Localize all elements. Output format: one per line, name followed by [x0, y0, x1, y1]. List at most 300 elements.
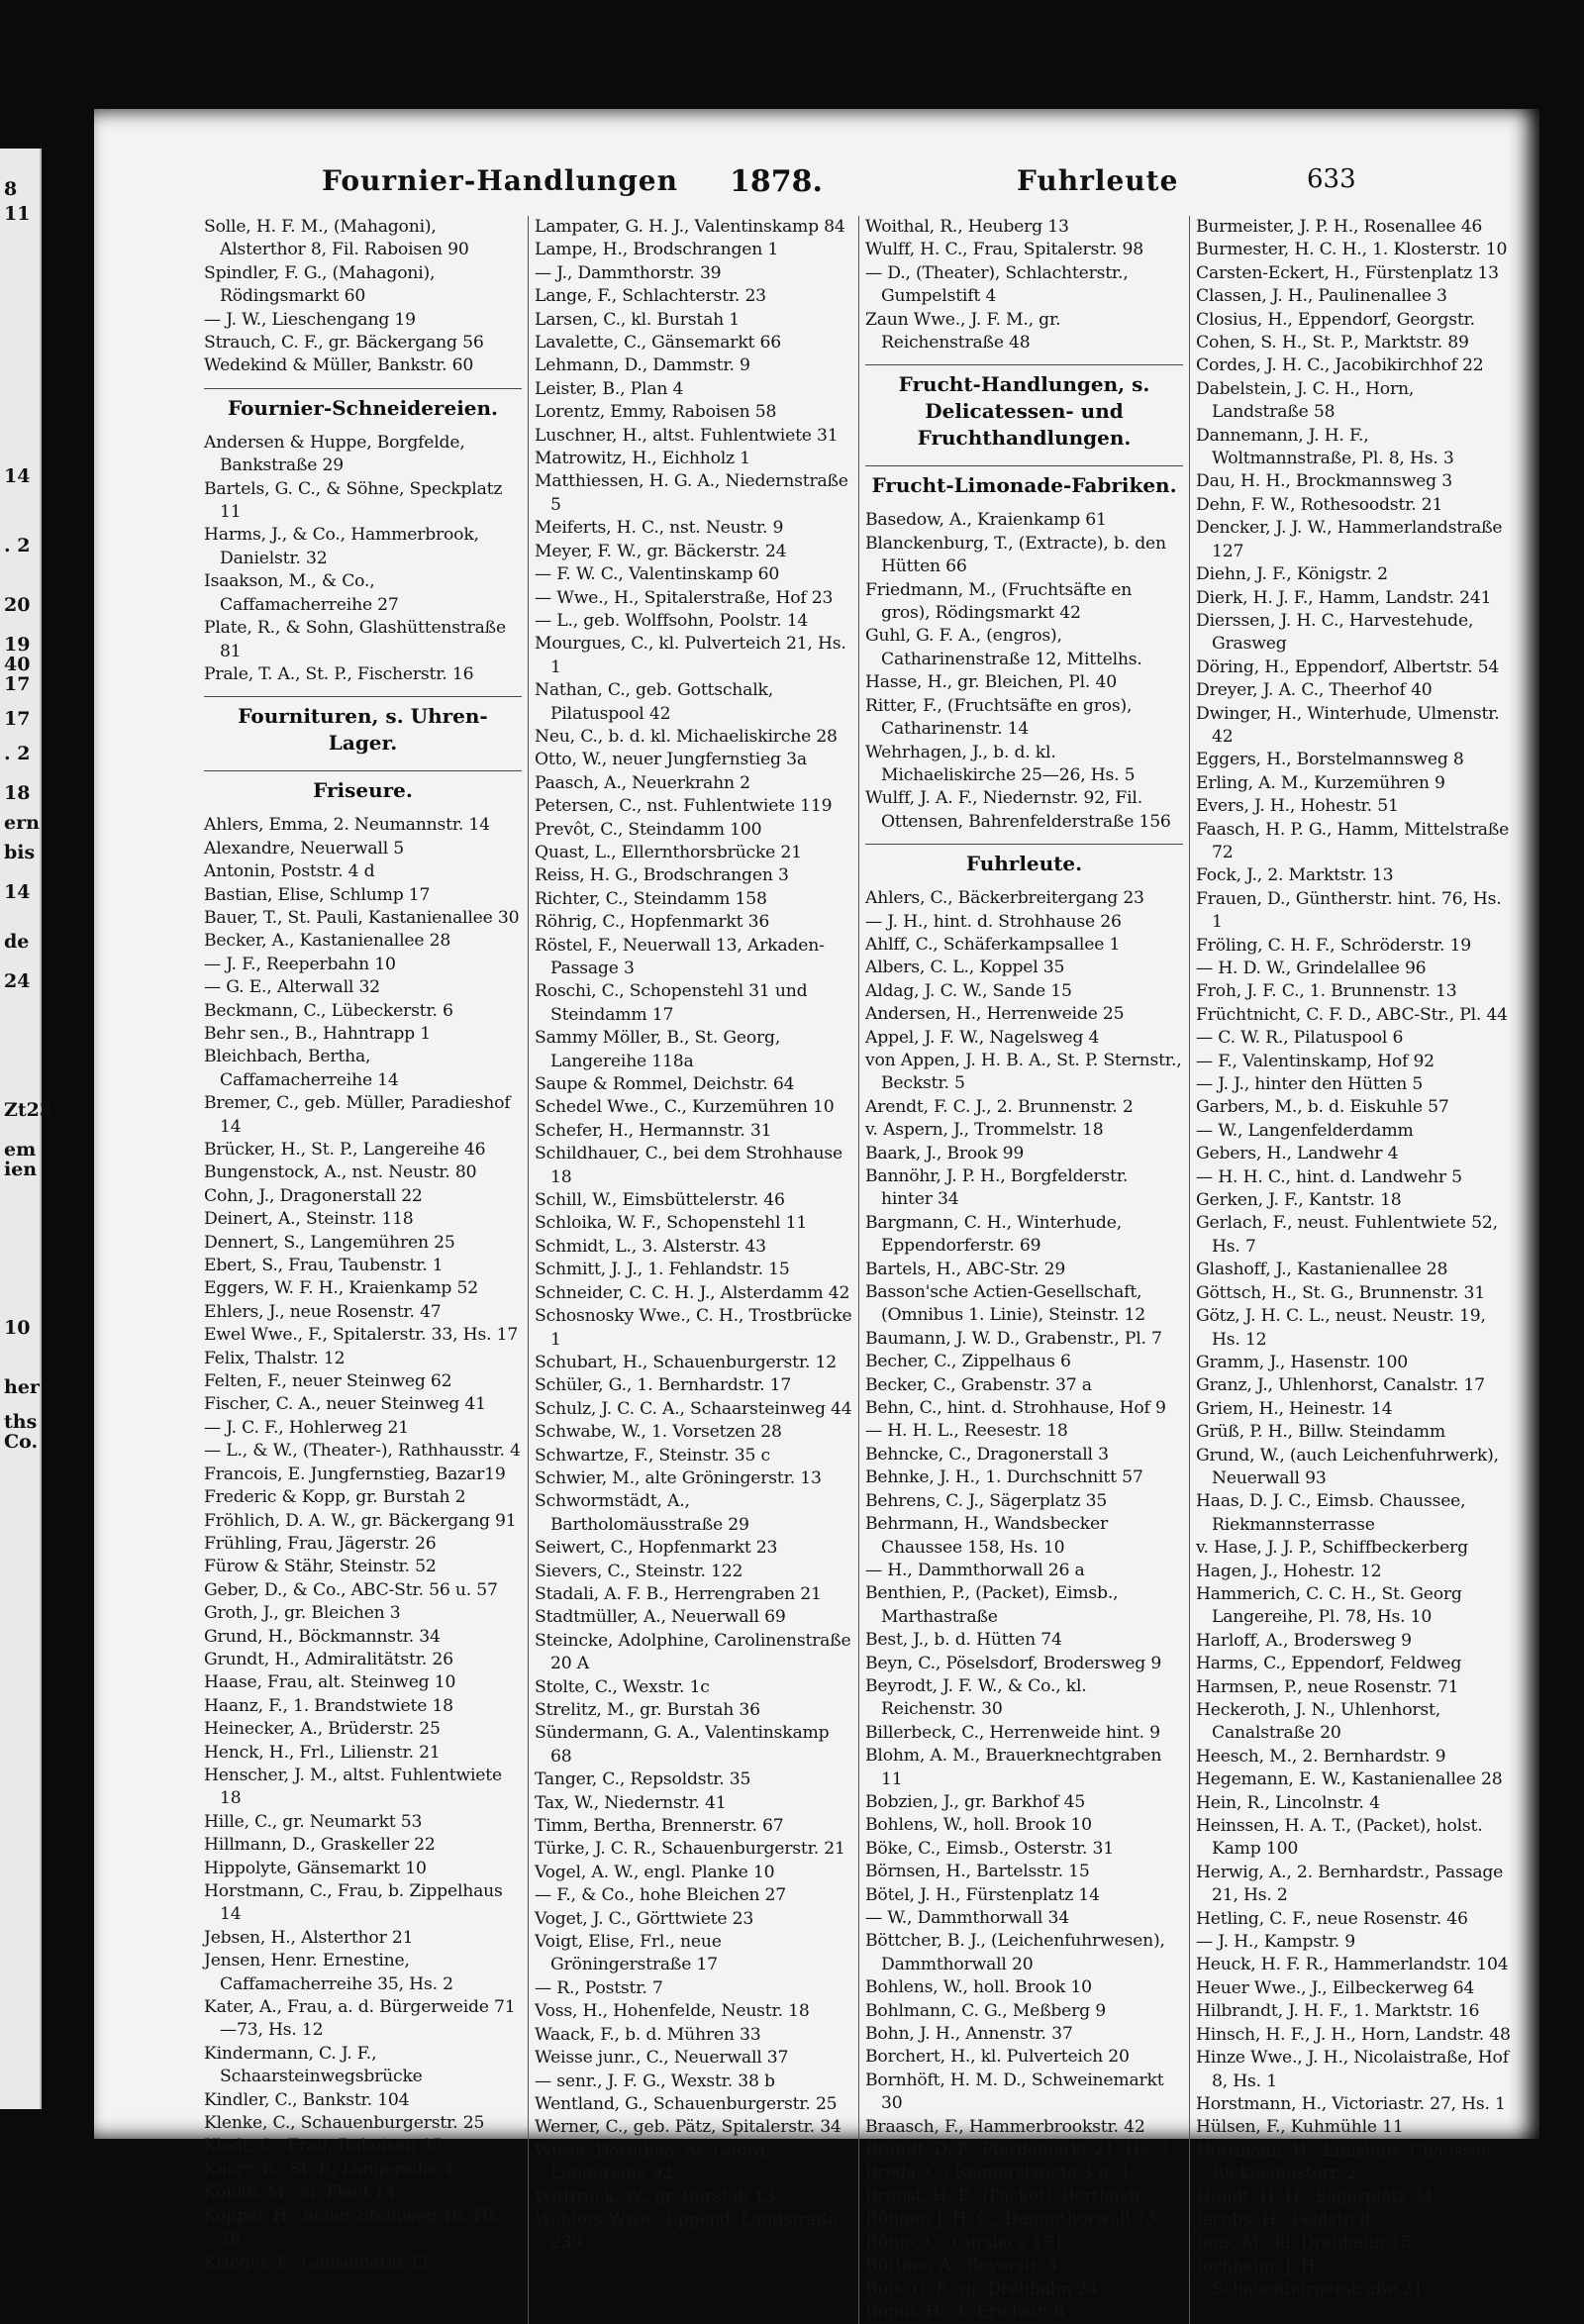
- directory-entry: Behnke, J. H., 1. Durchschnitt 57: [865, 1467, 1143, 1488]
- directory-entry: Ebert, S., Frau, Taubenstr. 1: [204, 1256, 444, 1276]
- directory-entry: Dabelstein, J. C. H., Horn, Landstraße 58: [1196, 378, 1415, 423]
- directory-entry: Weisse junr., C., Neuerwall 37: [535, 2048, 789, 2069]
- directory-entry: — G. E., Alterwall 32: [204, 977, 380, 998]
- directory-entry: Werner, C., geb. Pätz, Spitalerstr. 34: [535, 2117, 842, 2138]
- directory-entry: Hinze Wwe., J. H., Nicolaistraße, Hof 8, Hs. 1: [1196, 2048, 1509, 2091]
- directory-entry: Bartels, G. C., & Söhne, Speckplatz 11: [204, 478, 503, 523]
- fragment-text: ths: [4, 1411, 38, 1433]
- fragment-text: 24: [4, 970, 31, 992]
- directory-entry: v. Aspern, J., Trommelstr. 18: [865, 1120, 1104, 1141]
- directory-entry: Schmidt, L., 3. Alsterstr. 43: [535, 1236, 766, 1257]
- directory-entry: Braasch, F., Hammerbrookstr. 42: [865, 2116, 1145, 2137]
- page-header: [94, 158, 1539, 208]
- directory-entry: Reiss, H. G., Brodschrangen 3: [535, 865, 789, 886]
- directory-entry: Billerbeck, C., Herrenweide hint. 9: [865, 1722, 1160, 1743]
- directory-entry: — R., Poststr. 7: [535, 1977, 663, 1998]
- directory-entry: Meiferts, H. C., nst. Neustr. 9: [535, 518, 784, 539]
- directory-entry: Schubart, H., Schauenburgerstr. 12: [535, 1352, 837, 1372]
- directory-entry: Hasse, H., gr. Bleichen, Pl. 40: [865, 672, 1117, 693]
- column-1: [198, 216, 529, 2324]
- directory-entry: Ehlers, J., neue Rosenstr. 47: [204, 1301, 442, 1322]
- directory-entry: Woithal, R., Heuberg 13: [865, 217, 1069, 237]
- directory-entry: Beyrodt, J. F. W., & Co., kl. Reichenstr. 30: [865, 1675, 1087, 1720]
- directory-entry: Dencker, J. J. W., Hammerlandstraße 127: [1196, 518, 1503, 561]
- directory-entry: Dierk, H. J. F., Hamm, Landstr. 241: [1196, 587, 1492, 608]
- directory-entry: — W., Langenfelderdamm: [1196, 1120, 1414, 1141]
- directory-entry: Dau, H. H., Brockmannsweg 3: [1196, 471, 1452, 492]
- directory-entry: — D., (Theater), Schlachterstr., Gumpelstift 4: [865, 262, 1129, 307]
- directory-entry: Saupe & Rommel, Deichstr. 64: [535, 1074, 795, 1095]
- directory-entry: Schill, W., Eimsbüttelerstr. 46: [535, 1190, 785, 1211]
- directory-entry: Otto, W., neuer Jungfernstieg 3a: [535, 750, 807, 770]
- directory-entry: Garbers, M., b. d. Eiskuhle 57: [1196, 1097, 1449, 1118]
- section-heading: Fuhrleute.: [865, 844, 1183, 881]
- directory-entry: Kater, A., Frau, a. d. Bürgerweide 71—73, Hs. 12: [204, 1997, 516, 2041]
- directory-entry: Dennert, S., Langemühren 25: [204, 1232, 455, 1253]
- directory-entry: Bobzien, J., gr. Barkhof 45: [865, 1791, 1086, 1812]
- directory-entry: Dannemann, J. H. F., Woltmannstraße, Pl. 8, Hs. 3: [1196, 425, 1454, 469]
- directory-entry: Bünger, J. H. C., Dammthorwall 73: [865, 2209, 1157, 2230]
- directory-entry: — J. F., Reeperbahn 10: [204, 954, 396, 974]
- header-year: 1878.: [730, 164, 823, 199]
- directory-entry: Böke, C., Eimsb., Osterstr. 31: [865, 1838, 1115, 1859]
- directory-entry: Granz, J., Uhlenhorst, Canalstr. 17: [1196, 1375, 1485, 1396]
- directory-entry: — L., geb. Wolffsohn, Poolstr. 14: [535, 610, 809, 631]
- directory-entry: Deinert, A., Steinstr. 118: [204, 1209, 414, 1230]
- directory-entry: Groth, J., gr. Bleichen 3: [204, 1603, 401, 1624]
- directory-entry: Burmester, H. C. H., 1. Klosterstr. 10: [1196, 240, 1508, 260]
- directory-entry: Röstel, F., Neuerwall 13, Arkaden-Passage 3: [535, 935, 825, 978]
- fragment-text: 11: [4, 203, 31, 225]
- directory-entry: Lange, F., Schlachterstr. 23: [535, 286, 766, 307]
- directory-entry: Gerken, J. F., Kantstr. 18: [1196, 1190, 1402, 1211]
- section-heading: Frucht-Handlungen, s. Delicatessen- und Fruchthandlungen.: [865, 364, 1183, 455]
- directory-entry: Hegemann, E. W., Kastanienallee 28: [1196, 1769, 1503, 1790]
- directory-entry: Albers, C. L., Koppel 35: [865, 958, 1065, 978]
- directory-entry: — F., Valentinskamp, Hof 92: [1196, 1051, 1435, 1071]
- directory-entry: — H., Dammthorwall 26 a: [865, 1560, 1085, 1580]
- directory-entry: Früchtnicht, C. F. D., ABC-Str., Pl. 44: [1196, 1004, 1508, 1025]
- directory-entry: Plate, R., & Sohn, Glashüttenstraße 81: [204, 618, 506, 661]
- fragment-text: ern: [4, 812, 40, 834]
- directory-entry: Schosnosky Wwe., C. H., Trostbrücke 1: [535, 1306, 852, 1350]
- directory-entry: Benthien, P., (Packet), Eimsb., Marthastraße: [865, 1583, 1119, 1627]
- directory-entry: Fock, J., 2. Marktstr. 13: [1196, 865, 1394, 886]
- directory-entry: Knorr, R., St. P., Langereihe 4: [204, 2159, 454, 2179]
- fragment-text: 19: [4, 634, 31, 656]
- directory-entry: Wohlers Wwe., Eppend. Landstraße 239: [535, 2209, 838, 2254]
- fragment-text: . 2: [4, 535, 31, 556]
- directory-entry: Blohm, A. M., Brauerknechtgraben 11: [865, 1746, 1162, 1789]
- directory-entry: Schloika, W. F., Schopenstehl 11: [535, 1213, 808, 1234]
- directory-entry: Gramm, J., Hasenstr. 100: [1196, 1352, 1408, 1372]
- directory-entry: Haas, D. J. C., Eimsb. Chaussee, Riekmannsterrasse: [1196, 1491, 1466, 1535]
- directory-entry: Hille, C., gr. Neumarkt 53: [204, 1811, 423, 1832]
- directory-entry: Wulff, J. A. F., Niedernstr. 92, Fil. Ottensen, Bahrenfelderstraße 156: [865, 788, 1171, 832]
- directory-entry: Döring, H., Eppendorf, Albertstr. 54: [1196, 657, 1500, 677]
- directory-entry: Seiwert, C., Hopfenmarkt 23: [535, 1538, 778, 1559]
- directory-entry: Cordes, J. H. C., Jacobikirchhof 22: [1196, 355, 1484, 376]
- directory-entry: Ritter, F., (Fruchtsäfte en gros), Catharinenstr. 14: [865, 695, 1133, 740]
- directory-entry: Büttner, A., Beyerstr. 4: [865, 2256, 1058, 2276]
- section-heading: Friseure.: [204, 770, 522, 808]
- directory-entry: Mourgues, C., kl. Pulverteich 21, Hs. 1: [535, 634, 846, 677]
- directory-entry: Breda, C., Reimerstwiete 3 u. 4: [865, 2163, 1131, 2183]
- directory-entry: Matthiessen, H. G. A., Niedernstraße 5: [535, 471, 848, 515]
- directory-entry: Behrens, C. J., Sägerplatz 35: [865, 1490, 1108, 1511]
- directory-entry: Frühling, Frau, Jägerstr. 26: [204, 1533, 437, 1554]
- directory-entry: Basson'sche Actien-Gesellschaft, (Omnibus 1. Linie), Steinstr. 12: [865, 1282, 1146, 1326]
- directory-entry: Brandt, D. F., Pferdemarkt 21, Hs. 3: [865, 2140, 1170, 2161]
- directory-entry: Brunst, H. F., (Packet), Berthastr.: [865, 2185, 1146, 2206]
- fragment-text: Zt23: [4, 1099, 53, 1121]
- directory-entry: — F., & Co., hohe Bleichen 27: [535, 1885, 787, 1906]
- directory-entry: Carsten-Eckert, H., Fürstenplatz 13: [1196, 262, 1499, 283]
- directory-entry: Faasch, H. P. G., Hamm, Mittelstraße 72: [1196, 819, 1510, 862]
- directory-entry: Glashoff, J., Kastanienallee 28: [1196, 1260, 1448, 1280]
- directory-entry: Isaakson, M., & Co., Caffamacherreihe 27: [204, 571, 399, 615]
- fragment-text: 40: [4, 654, 31, 675]
- directory-entry: Schildhauer, C., bei dem Strohhause 18: [535, 1144, 842, 1187]
- directory-entry: Frauen, D., Güntherstr. hint. 76, Hs. 1: [1196, 888, 1502, 933]
- directory-entry: Hippolyte, Gänsemarkt 10: [204, 1858, 427, 1878]
- directory-entry: Schedel Wwe., C., Kurzemühren 10: [535, 1097, 835, 1118]
- directory-entry: Hillmann, D., Graskeller 22: [204, 1835, 436, 1856]
- directory-entry: Bornhöft, H. M. D., Schweinemarkt 30: [865, 2070, 1164, 2114]
- directory-entry: Eggers, H., Borstelmannsweg 8: [1196, 750, 1464, 770]
- directory-entry: Kindermann, C. J. F., Schaarsteinwegsbrücke: [204, 2043, 423, 2087]
- directory-entry: Wehrhagen, J., b. d. kl. Michaeliskirche 25—26, Hs. 5: [865, 742, 1136, 785]
- directory-entry: Felix, Thalstr. 12: [204, 1348, 346, 1368]
- directory-entry: Tax, W., Niedernstr. 41: [535, 1792, 727, 1813]
- directory-entry: Vogel, A. W., engl. Planke 10: [535, 1862, 775, 1882]
- directory-entry: Henscher, J. M., altst. Fuhlentwiete 18: [204, 1765, 502, 1809]
- directory-entry: Larsen, C., kl. Burstah 1: [535, 309, 740, 330]
- directory-entry: Harms, C., Eppendorf, Feldweg: [1196, 1654, 1462, 1674]
- directory-entry: Borchert, H., kl. Pulverteich 20: [865, 2047, 1130, 2068]
- directory-entry: Fischer, C. A., neuer Steinweg 41: [204, 1394, 486, 1415]
- directory-entry: Fröhlich, D. A. W., gr. Bäckergang 91: [204, 1510, 517, 1531]
- directory-entry: Hammerich, C. C. H., St. Georg Langereihe, Pl. 78, Hs. 10: [1196, 1583, 1462, 1628]
- directory-entry: Appel, J. F. W., Nagelsweg 4: [865, 1027, 1100, 1048]
- directory-entry: Ahlers, C., Bäckerbreitergang 23: [865, 888, 1144, 909]
- directory-entry: Behr sen., B., Hahntrapp 1: [204, 1023, 431, 1044]
- directory-entry: Hein, R., Lincolnstr. 4: [1196, 1792, 1380, 1813]
- directory-entry: Dierssen, J. H. C., Harvestehude, Grasweg: [1196, 610, 1474, 655]
- directory-entry: Tanger, C., Repsoldstr. 35: [535, 1769, 751, 1790]
- directory-entry: Antonin, Poststr. 4 d: [204, 861, 375, 882]
- directory-entry: — L., & W., (Theater-), Rathhausstr. 4: [204, 1441, 521, 1462]
- directory-entry: Henck, H., Frl., Lilienstr. 21: [204, 1742, 441, 1763]
- directory-entry: Heckeroth, J. N., Uhlenhorst, Canalstraße 20: [1196, 1700, 1440, 1744]
- fragment-text: Co.: [4, 1431, 39, 1453]
- directory-entry: Leister, B., Plan 4: [535, 378, 684, 399]
- directory-entry: Wedekind & Müller, Bankstr. 60: [204, 355, 474, 376]
- directory-entry: Jochheim, J. H., Schauenburgerstraße 21: [1196, 2256, 1424, 2300]
- directory-entry: Schüler, G., 1. Bernhardstr. 17: [535, 1375, 792, 1396]
- directory-entry: Evers, J. H., Hohestr. 51: [1196, 796, 1399, 817]
- directory-entry: Könke, M., kl. Fleet 14: [204, 2182, 396, 2203]
- directory-entry: — C. W. R., Pilatuspool 6: [1196, 1028, 1404, 1049]
- directory-entry: — W., Dammthorwall 34: [865, 1908, 1069, 1928]
- directory-entry: Eggers, W. F. H., Kraienkamp 52: [204, 1278, 478, 1299]
- directory-entry: Heuck, H. F. R., Hammerlandstr. 104: [1196, 1955, 1509, 1975]
- directory-entry: Schneider, C. C. H. J., Alsterdamm 42: [535, 1282, 850, 1303]
- directory-entry: Cohn, J., Dragonerstall 22: [204, 1185, 423, 1206]
- directory-entry: Becker, A., Kastanienallee 28: [204, 931, 451, 952]
- directory-entry: Bungenstock, A., nst. Neustr. 80: [204, 1162, 477, 1183]
- directory-entry: Timm, Bertha, Brennerstr. 67: [535, 1816, 784, 1837]
- directory-entry: Börnsen, H., Bartelsstr. 15: [865, 1862, 1090, 1882]
- directory-entry: Bremer, C., geb. Müller, Paradieshof 14: [204, 1093, 511, 1137]
- directory-entry: Schwormstädt, A., Bartholomäusstraße 29: [535, 1491, 749, 1535]
- fragment-text: . 2: [4, 743, 31, 764]
- directory-entry: Baumann, J. W. D., Grabenstr., Pl. 7: [865, 1328, 1162, 1349]
- directory-entry: Buls, G. F., gr. Drehbahn 24: [865, 2278, 1099, 2299]
- directory-entry: Basedow, A., Kraienkamp 61: [865, 510, 1107, 531]
- directory-entry: Hinsch, H. F., J. H., Horn, Landstr. 48: [1196, 2024, 1511, 2045]
- directory-entry: Bauer, T., St. Pauli, Kastanienallee 30: [204, 907, 520, 928]
- directory-entry: Best, J., b. d. Hütten 74: [865, 1630, 1062, 1651]
- directory-entry: — J. J., hinter den Hütten 5: [1196, 1074, 1424, 1095]
- directory-entry: — F. W. C., Valentinskamp 60: [535, 564, 780, 585]
- fragment-text: ien: [4, 1159, 38, 1180]
- directory-entry: Strelitz, M., gr. Burstah 36: [535, 1700, 760, 1720]
- directory-entry: Harms, J., & Co., Hammerbrook, Danielstr. 32: [204, 525, 479, 568]
- directory-entry: Hilbrandt, J. H. F., 1. Marktstr. 16: [1196, 2001, 1480, 2022]
- directory-entry: Alexandre, Neuerwall 5: [204, 838, 405, 859]
- directory-entry: Neu, C., b. d. kl. Michaeliskirche 28: [535, 726, 838, 747]
- directory-entry: Lehmann, D., Dammstr. 9: [535, 355, 750, 376]
- directory-entry: Bohlens, W., holl. Brook 10: [865, 1815, 1092, 1836]
- directory-entry: Jebsen, H., Alsterthor 21: [204, 1927, 414, 1948]
- directory-entry: Wulff, H. C., Frau, Spitalerstr. 98: [865, 240, 1143, 260]
- directory-entry: Bartels, H., ABC-Str. 29: [865, 1259, 1066, 1279]
- directory-entry: Gebers, H., Landwehr 4: [1196, 1144, 1399, 1164]
- fragment-text: 8: [4, 178, 18, 200]
- directory-entry: — J. C. F., Hohlerweg 21: [204, 1417, 409, 1438]
- directory-entry: — J. W., Lieschengang 19: [204, 309, 416, 330]
- directory-entry: Voigt, Elise, Frl., neue Gröningerstraße 17: [535, 1932, 722, 1975]
- directory-entry: Frederic & Kopp, gr. Burstah 2: [204, 1487, 466, 1508]
- page-number: 633: [1307, 164, 1356, 194]
- directory-entry: Herwig, A., 2. Bernhardstr., Passage 21, Hs. 2: [1196, 1862, 1504, 1906]
- directory-page: [94, 109, 1539, 2322]
- directory-entry: Bohlmann, C. G., Meßberg 9: [865, 2000, 1106, 2021]
- directory-entry: Lampe, H., Brodschrangen 1: [535, 240, 779, 260]
- fragment-text: bis: [4, 842, 36, 863]
- directory-entry: Roschi, C., Schopenstehl 31 und Steindamm 17: [535, 981, 808, 1025]
- directory-entry: Lavalette, C., Gänsemarkt 66: [535, 333, 781, 354]
- directory-entry: Bastian, Elise, Schlump 17: [204, 884, 431, 905]
- directory-entry: Erling, A. M., Kurzemühren 9: [1196, 772, 1445, 793]
- directory-entry: Jens, M., kl. Drehbahn 15: [1196, 2233, 1412, 2254]
- directory-entry: Behncke, C., Dragonerstall 3: [865, 1444, 1109, 1465]
- directory-entry: Prevôt, C., Steindamm 100: [535, 819, 762, 840]
- directory-entry: Stolte, C., Wexstr. 1c: [535, 1676, 710, 1697]
- directory-entry: Krieger, F., Gänsemarkt 11: [204, 2252, 432, 2273]
- directory-entry: Horstmann, H., Victoriastr. 27, Hs. 1: [1196, 2093, 1506, 2114]
- directory-entry: Petersen, C., nst. Fuhlentwiete 119: [535, 796, 833, 817]
- directory-entry: Solle, H. F. M., (Mahagoni), Alsterthor 8, Fil. Raboisen 90: [204, 217, 469, 260]
- directory-entry: Beyn, C., Pöselsdorf, Brodersweg 9: [865, 1653, 1162, 1673]
- directory-entry: Dreyer, J. A. C., Theerhof 40: [1196, 680, 1433, 701]
- directory-entry: Andersen & Huppe, Borgfelde, Bankstraße 29: [204, 432, 465, 476]
- directory-entry: Bohn, J. H., Annenstr. 37: [865, 2024, 1073, 2045]
- directory-entry: Geber, D., & Co., ABC-Str. 56 u. 57: [204, 1579, 498, 1600]
- directory-entry: Becher, C., Zippelhaus 6: [865, 1352, 1071, 1372]
- fragment-text: 17: [4, 673, 31, 695]
- directory-entry: Beckmann, C., Lübeckerstr. 6: [204, 1000, 453, 1021]
- directory-entry: Sündermann, G. A., Valentinskamp 68: [535, 1723, 830, 1767]
- directory-entry: Spindler, F. G., (Mahagoni), Rödingsmarkt 60: [204, 262, 436, 307]
- directory-entry: Kindler, C., Bankstr. 104: [204, 2089, 410, 2110]
- directory-entry: Aldag, J. C. W., Sande 15: [865, 980, 1072, 1001]
- directory-entry: Blanckenburg, T., (Extracte), b. den Hütten 66: [865, 533, 1166, 577]
- directory-entry: von Appen, J. H. B. A., St. P. Sternstr., Beckstr. 5: [865, 1050, 1182, 1094]
- directory-entry: Nathan, C., geb. Gottschalk, Pilatuspool 42: [535, 680, 773, 724]
- directory-entry: Felten, F., neuer Steinweg 62: [204, 1371, 452, 1392]
- directory-entry: Haase, Frau, alt. Steinweg 10: [204, 1672, 456, 1693]
- fragment-text: 14: [4, 881, 31, 903]
- directory-entry: Ewel Wwe., F., Spitalerstr. 33, Hs. 17: [204, 1325, 519, 1346]
- directory-entry: Waack, F., b. d. Mühren 33: [535, 2024, 761, 2045]
- column-2: [529, 216, 859, 2324]
- directory-entry: Böttcher, B. J., (Leichenfuhrwesen), Dammthorwall 20: [865, 1931, 1165, 1974]
- directory-entry: Fürow & Stähr, Steinstr. 52: [204, 1557, 437, 1577]
- directory-entry: Baark, J., Brook 99: [865, 1143, 1025, 1163]
- directory-entry: Schefer, H., Hermannstr. 31: [535, 1120, 772, 1141]
- directory-entry: Dehn, F. W., Rothesoodstr. 21: [1196, 494, 1443, 515]
- directory-entry: Classen, J. H., Paulinenallee 3: [1196, 286, 1447, 307]
- directory-entry: Closius, H., Eppendorf, Georgstr.: [1196, 309, 1475, 330]
- adjacent-page-fragment: [0, 149, 53, 2109]
- directory-entry: Matrowitz, H., Eichholz 1: [535, 449, 750, 469]
- directory-entry: Griem, H., Heinestr. 14: [1196, 1398, 1393, 1419]
- directory-entry: Götz, J. H. C. L., neust. Neustr. 19, Hs. 12: [1196, 1306, 1486, 1350]
- directory-entry: Göttsch, H., St. G., Brunnenstr. 31: [1196, 1282, 1485, 1303]
- directory-entry: Bumb, H., 1. Erichstr. 6: [865, 2301, 1065, 2322]
- directory-entry: Hundt, H. H., Sägerplatz 34: [1196, 2186, 1434, 2207]
- directory-entry: Andersen, H., Herrenweide 25: [865, 1004, 1125, 1025]
- directory-entry: Jensen, Henr. Ernestine, Caffamacherreihe 35, Hs. 2: [204, 1951, 453, 1994]
- directory-entry: — Wwe., H., Spitalerstraße, Hof 23: [535, 587, 834, 608]
- directory-entry: Heinecker, A., Brüderstr. 25: [204, 1719, 441, 1740]
- directory-entry: — H. D. W., Grindelallee 96: [1196, 959, 1427, 978]
- directory-entry: Grund, H., Böckmannstr. 34: [204, 1626, 441, 1647]
- directory-entry: v. Hase, J. J. P., Schiffbeckerberg: [1196, 1538, 1468, 1559]
- directory-entry: Jacobs, H., Feldstr. 8: [1196, 2209, 1371, 2230]
- directory-entry: Diehn, J. F., Königstr. 2: [1196, 564, 1388, 585]
- directory-entry: Lorentz, Emmy, Raboisen 58: [535, 402, 777, 423]
- directory-entry: Haanz, F., 1. Brandstwiete 18: [204, 1695, 453, 1716]
- directory-entry: Wittfrück, W., gr. Burstah 13: [535, 2186, 776, 2207]
- directory-entry: Quast, L., Ellernthorsbrücke 21: [535, 842, 802, 862]
- directory-entry: Türke, J. C. R., Schauenburgerstr. 21: [535, 1839, 845, 1860]
- directory-entry: Arendt, F. C. J., 2. Brunnenstr. 2: [865, 1096, 1134, 1117]
- directory-entry: Strauch, C. F., gr. Bäckergang 56: [204, 333, 484, 354]
- directory-entry: Richter, C., Steindamm 158: [535, 888, 767, 909]
- directory-entry: Brücker, H., St. P., Langereihe 46: [204, 1140, 486, 1160]
- directory-entry: Prale, T. A., St. P., Fischerstr. 16: [204, 663, 474, 684]
- directory-columns: [198, 216, 1515, 2322]
- directory-entry: — H. H. L., Reesestr. 18: [865, 1421, 1068, 1442]
- directory-entry: Harloff, A., Brodersweg 9: [1196, 1630, 1412, 1651]
- section-heading: Fournituren, s. Uhren-Lager.: [204, 696, 522, 760]
- directory-entry: — senr., J. F. G., Wexstr. 38 b: [535, 2071, 775, 2091]
- directory-entry: Behrmann, H., Wandsbecker Chaussee 158, Hs. 10: [865, 1514, 1108, 1558]
- directory-entry: — J. H., Kampstr. 9: [1196, 1932, 1356, 1953]
- directory-entry: Voget, J. C., Görttwiete 23: [535, 1908, 754, 1929]
- directory-entry: — J. H., hint. d. Strohhause 26: [865, 911, 1122, 932]
- directory-entry: Wentland, G., Schauenburgerstr. 25: [535, 2093, 838, 2114]
- directory-entry: — H. H. C., hint. d. Landwehr 5: [1196, 1166, 1462, 1187]
- directory-entry: Burmeister, J. P. H., Rosenallee 46: [1196, 217, 1483, 237]
- directory-entry: Sammy Möller, B., St. Georg, Langereihe 118a: [535, 1028, 781, 1071]
- directory-entry: Dwinger, H., Winterhude, Ulmenstr. 42: [1196, 703, 1500, 747]
- section-heading: Fournier-Schneidereien.: [204, 388, 522, 426]
- directory-entry: Schwier, M., alte Gröningerstr. 13: [535, 1467, 822, 1488]
- directory-entry: Cohen, S. H., St. P., Marktstr. 89: [1196, 333, 1469, 354]
- directory-entry: Schwabe, W., 1. Vorsetzen 28: [535, 1422, 782, 1443]
- directory-entry: Bötel, J. H., Fürstenplatz 14: [865, 1884, 1100, 1905]
- directory-entry: Hüttmann, H., Eimsbütt. Chaussee, Riekmannsterr. 2: [1196, 2140, 1497, 2184]
- directory-entry: Klodt, C., Frau, Raboisen 35: [204, 2136, 444, 2157]
- fragment-text: 10: [4, 1317, 31, 1339]
- directory-entry: Becker, C., Grabenstr. 37 a: [865, 1374, 1092, 1395]
- directory-entry: Friedmann, M., (Fruchtsäfte en gros), Rödingsmarkt 42: [865, 579, 1133, 624]
- directory-entry: Hülsen, F., Kuhmühle 11: [1196, 2117, 1404, 2138]
- directory-entry: Harmsen, P., neue Rosenstr. 71: [1196, 1676, 1459, 1697]
- header-right-title: Fuhrleute: [1017, 164, 1179, 197]
- directory-entry: Klenke, C., Schauenburgerstr. 25: [204, 2113, 485, 2134]
- directory-entry: Röhrig, C., Hopfenmarkt 36: [535, 912, 770, 933]
- directory-entry: Stadali, A. F. B., Herrengraben 21: [535, 1583, 822, 1604]
- directory-entry: Heinssen, H. A. T., (Packet), holst. Kamp 100: [1196, 1816, 1483, 1860]
- fragment-text: de: [4, 931, 30, 953]
- directory-entry: Bargmann, C. H., Winterhude, Eppendorferstr. 69: [865, 1212, 1122, 1257]
- fragment-text: 17: [4, 708, 31, 730]
- column-3: [859, 216, 1190, 2324]
- directory-entry: Horstmann, C., Frau, b. Zippelhaus 14: [204, 1881, 503, 1925]
- directory-entry: Grüß, P. H., Billw. Steindamm: [1196, 1422, 1445, 1443]
- directory-entry: Guhl, G. F. A., (engros), Catharinenstraße 12, Mittelhs.: [865, 626, 1142, 669]
- directory-entry: Steincke, Adolphine, Carolinenstraße 20 A: [535, 1630, 851, 1674]
- fragment-text: 18: [4, 782, 31, 804]
- directory-entry: Hetling, C. F., neue Rosenstr. 46: [1196, 1908, 1468, 1929]
- directory-entry: Bünjo, C., Curslack 171: [865, 2232, 1065, 2253]
- directory-entry: Schulz, J. C. C. A., Schaarsteinweg 44: [535, 1398, 852, 1419]
- directory-entry: Grund, W., (auch Leichenfuhrwerk), Neuerwall 93: [1196, 1445, 1499, 1488]
- header-left-title: Fournier-Handlungen: [322, 164, 678, 197]
- directory-entry: Bohlens, W., holl. Brook 10: [865, 1977, 1092, 1998]
- section-heading: Frucht-Limonade-Fabriken.: [865, 465, 1183, 503]
- directory-entry: Meyer, F. W., gr. Bäckerstr. 24: [535, 541, 787, 561]
- directory-entry: Froh, J. F. C., 1. Brunnenstr. 13: [1196, 981, 1457, 1002]
- fragment-text: 20: [4, 594, 31, 616]
- directory-entry: Zaun Wwe., J. F. M., gr. Reichenstraße 48: [865, 309, 1061, 354]
- directory-entry: Fröling, C. H. F., Schröderstr. 19: [1196, 935, 1471, 956]
- directory-entry: Voss, H., Hohenfelde, Neustr. 18: [535, 2001, 810, 2022]
- directory-entry: Bannöhr, J. P. H., Borgfelderstr. hinter 34: [865, 1166, 1129, 1210]
- directory-entry: Bleichbach, Bertha, Caffamacherreihe 14: [204, 1047, 399, 1090]
- directory-entry: Ahlers, Emma, 2. Neumannstr. 14: [204, 815, 490, 836]
- directory-entry: Heuer Wwe., J., Eilbeckerweg 64: [1196, 1977, 1475, 1998]
- column-4: [1190, 216, 1521, 2324]
- directory-entry: Hagen, J., Hohestr. 12: [1196, 1561, 1382, 1581]
- directory-entry: — J., Dammthorstr. 39: [535, 262, 722, 283]
- directory-entry: Sievers, C., Steinstr. 122: [535, 1561, 743, 1581]
